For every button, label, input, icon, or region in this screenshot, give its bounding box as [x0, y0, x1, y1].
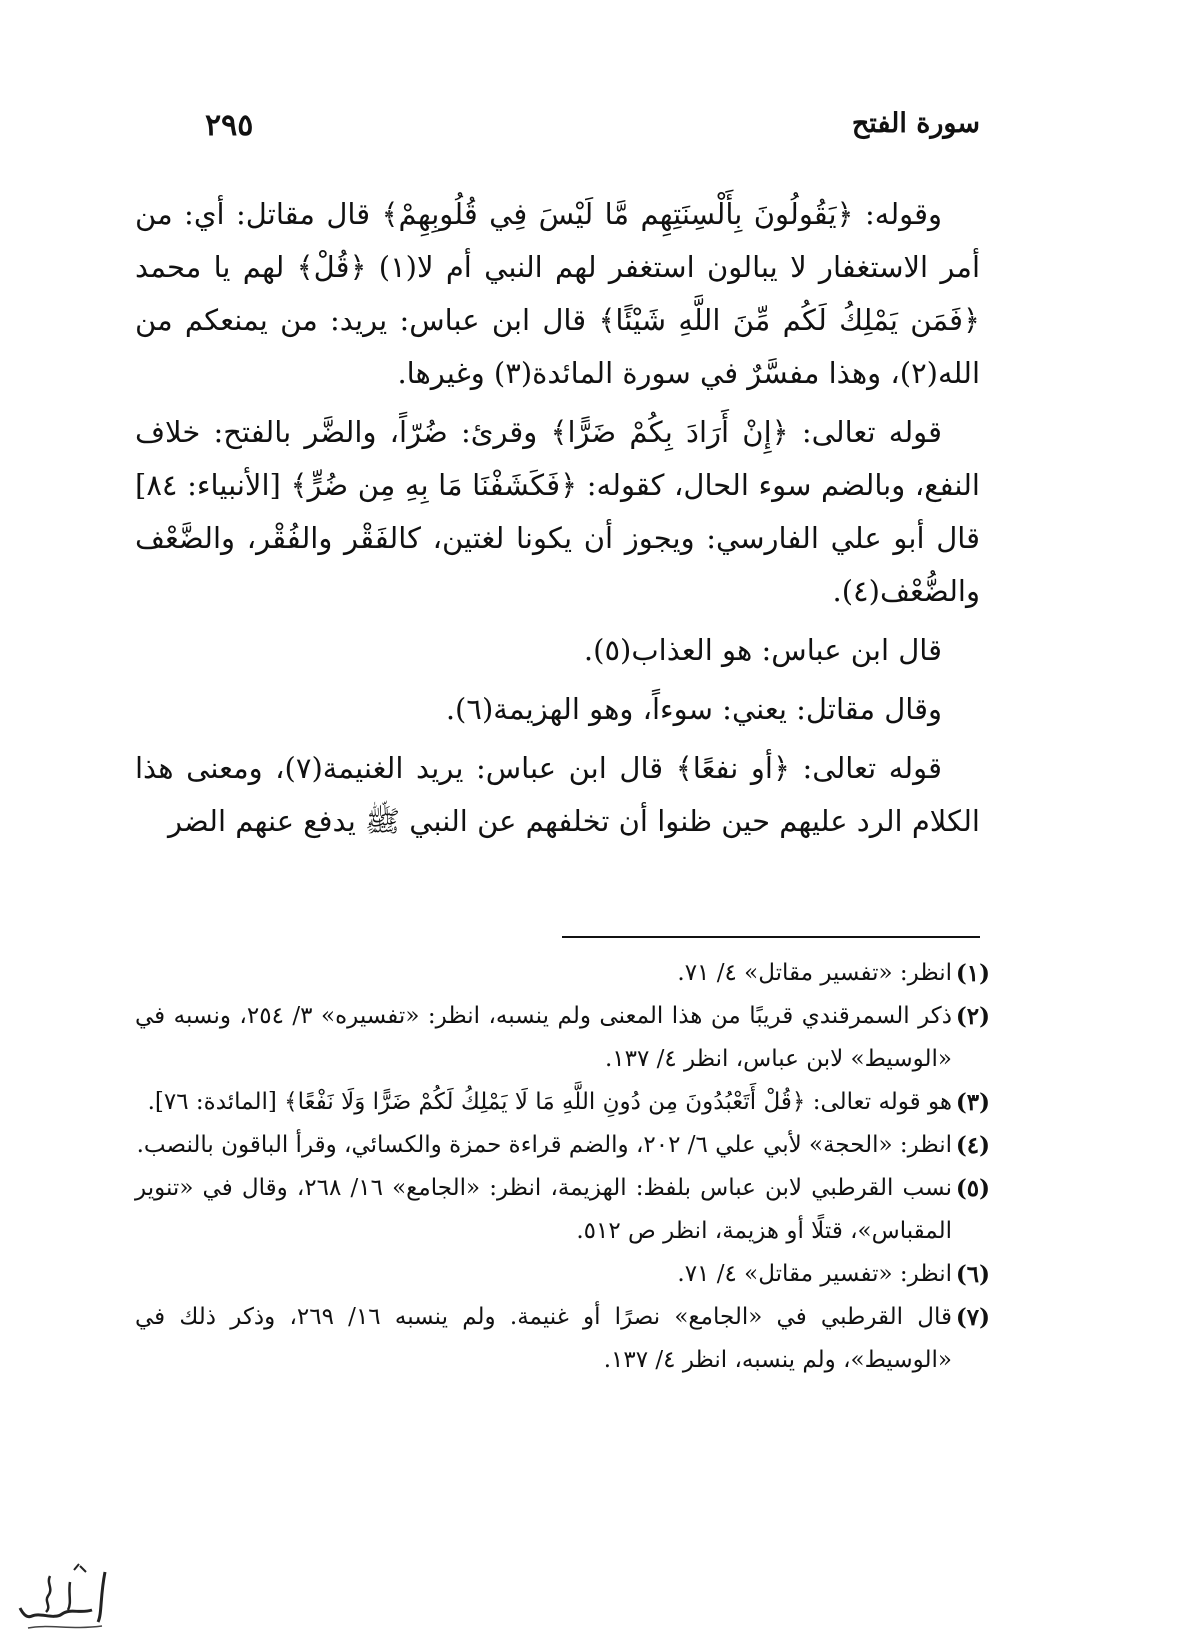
footnote-divider [562, 936, 980, 938]
watermark-logo [10, 1552, 115, 1642]
paragraph: قوله تعالى: ﴿أو نفعًا﴾ قال ابن عباس: يريد الغنيمة(٧)، ومعنى هذا الكلام الرد عليهم حين ظنوا أن تخلفهم عن النبي ﷺ يدفع عنهم الضر [135, 751, 980, 838]
footnote-text: انظر: «تفسير مقاتل» ٤/ ٧١. [677, 960, 952, 986]
footnote-number: (٢) [955, 1003, 990, 1030]
footnote [135, 1081, 990, 1124]
footnote-text: انظر: «تفسير مقاتل» ٤/ ٧١. [677, 1261, 952, 1287]
page-number: ٢٩٥ [205, 108, 254, 143]
paragraph: قوله تعالى: ﴿إِنْ أَرَادَ بِكُمْ ضَرًّا﴾ وقرئ: ضُرّاً، والضَّر بالفتح: خلاف النفع، وبالضم سوء الحال، كقوله: ﴿فَكَشَفْنَا مَا بِهِ مِن ضُرٍّ﴾ [الأنبياء: ٨٤] قال أبو علي الفارسي: ويجوز أن يكونا لغتين، كالفَقْر والفُقْر، والضَّعْف والضُّعْف(٤). [135, 415, 980, 608]
footnote-text: نسب القرطبي لابن عباس بلفظ: الهزيمة، انظر: «الجامع» ١٦/ ٢٦٨، وقال في «تنوير المقباس»، قتلًا أو هزيمة، انظر ص ٥١٢. [135, 1175, 952, 1244]
paragraph: وقال مقاتل: يعني: سوءاً، وهو الهزيمة(٦). [445, 692, 942, 726]
footnote-number: (٧) [955, 1304, 990, 1331]
footnote-text: هو قوله تعالى: ﴿قُلْ أَتَعْبُدُونَ مِن دُونِ اللَّهِ مَا لَا يَمْلِكُ لَكُمْ ضَرًّا وَلَا نَفْعًا﴾ [المائدة: ٧٦]. [147, 1089, 952, 1115]
footnote [135, 1124, 990, 1167]
footnote [135, 952, 990, 995]
footnote-text: ذكر السمرقندي قريبًا من هذا المعنى ولم ينسبه، انظر: «تفسيره» ٣/ ٢٥٤، ونسبه في «الوسيط» لابن عباس، انظر ٤/ ١٣٧. [135, 1003, 953, 1072]
footnote-text: قال القرطبي في «الجامع» نصرًا أو غنيمة. ولم ينسبه ١٦/ ٢٦٩، وذكر ذلك في «الوسيط»، ولم ينسبه، انظر ٤/ ١٣٧. [135, 1304, 952, 1373]
footnote [135, 995, 990, 1081]
paragraph: وقوله: ﴿يَقُولُونَ بِأَلْسِنَتِهِم مَّا لَيْسَ فِي قُلُوبِهِمْ﴾ قال مقاتل: أي: من أمر الاستغفار لا يبالون استغفر لهم النبي أم لا(١) ﴿قُلْ﴾ لهم يا محمد ﴿فَمَن يَمْلِكُ لَكُم مِّنَ اللَّهِ شَيْئًا﴾ قال ابن عباس: يريد: من يمنعكم من الله(٢)، وهذا مفسَّرٌ في سورة المائدة(٣) وغيرها. [135, 197, 980, 390]
footnote-number: (٤) [955, 1132, 990, 1159]
footnote [135, 1167, 990, 1253]
footnote-number: (٣) [955, 1089, 990, 1116]
footnote-text: انظر: «الحجة» لأبي علي ٦/ ٢٠٢، والضم قراءة حمزة والكسائي، وقرأ الباقون بالنصب. [136, 1132, 952, 1158]
paragraph: قال ابن عباس: هو العذاب(٥). [583, 633, 942, 667]
footnote-number: (١) [955, 960, 990, 987]
footnotes [135, 952, 990, 1382]
main-text [135, 188, 980, 854]
footnote-number: (٦) [955, 1261, 990, 1288]
running-header-title: سورة الفتح [851, 108, 980, 139]
footnote [135, 1296, 990, 1382]
footnote-number: (٥) [955, 1175, 990, 1202]
footnote [135, 1253, 990, 1296]
